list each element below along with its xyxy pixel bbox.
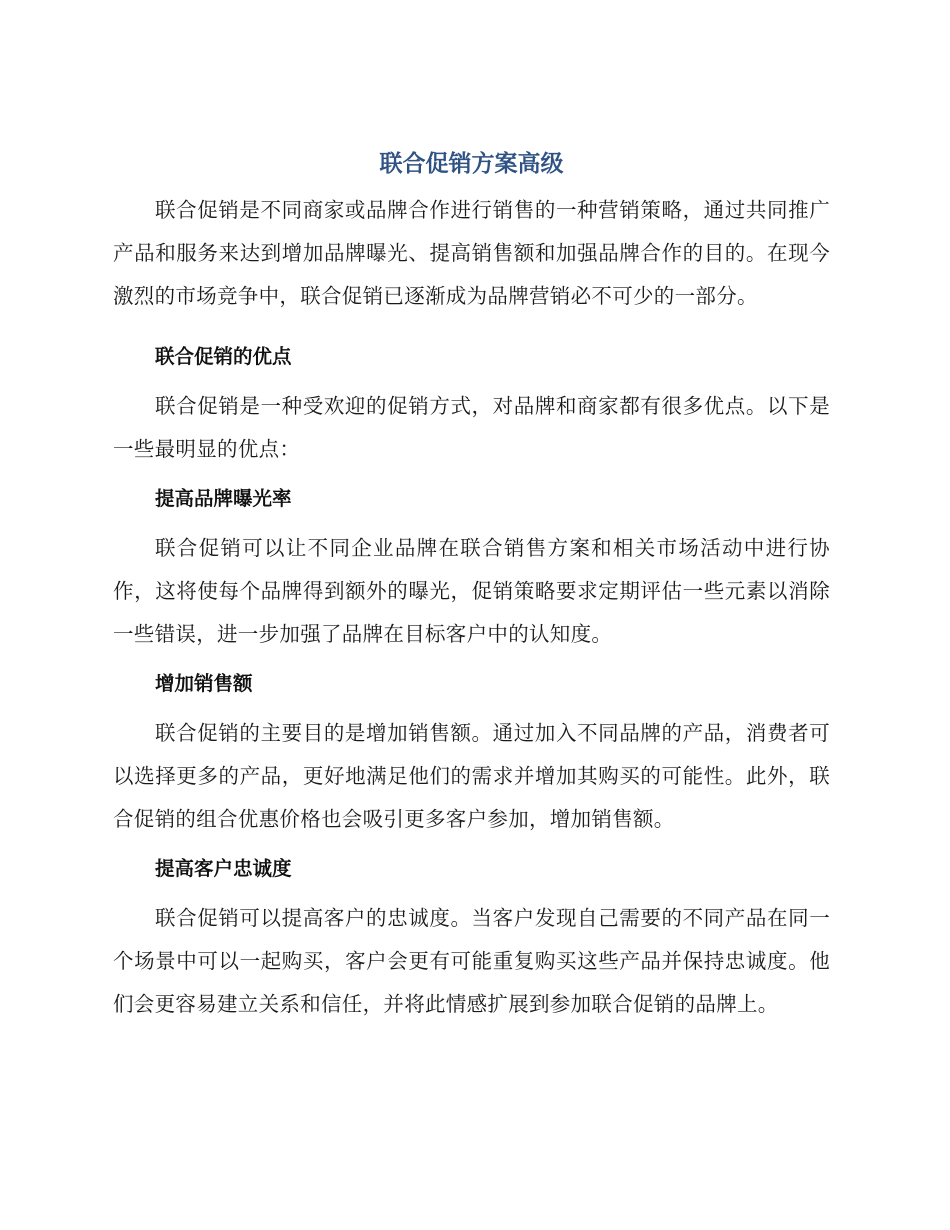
section-heading-sales: 增加销售额: [155, 672, 253, 695]
section-heading-advantages: 联合促销的优点: [155, 345, 292, 368]
section-body-brand-exposure: 联合促销可以让不同企业品牌在联合销售方案和相关市场活动中进行协作，这将使每个品牌得到额外的曝光，促销策略要求定期评估一些元素以消除一些错误，进一步加强了品牌在目标客户中的认知度。: [113, 536, 830, 646]
document-content: [113, 145, 830, 1026]
section-body-sales: 联合促销的主要目的是增加销售额。通过加入不同品牌的产品，消费者可以选择更多的产品，更好地满足他们的需求并增加其购买的可能性。此外，联合促销的组合优惠价格也会吸引更多客户参加，增加销售额。: [113, 721, 830, 831]
section-heading-loyalty: 提高客户忠诚度: [155, 857, 292, 880]
spacer: [113, 318, 830, 329]
document-title: 联合促销方案高级: [379, 151, 564, 177]
section-heading-brand-exposure: 提高品牌曝光率: [155, 487, 292, 510]
section-body-loyalty: 联合促销可以提高客户的忠诚度。当客户发现自己需要的不同产品在同一个场景中可以一起购买，客户会更有可能重复购买这些产品并保持忠诚度。他们会更容易建立关系和信任，并将此情感扩展到参加联合促销的品牌上。: [113, 906, 830, 1016]
section-body-advantages: 联合促销是一种受欢迎的促销方式，对品牌和商家都有很多优点。以下是一些最明显的优点：: [113, 394, 830, 461]
intro-paragraph: 联合促销是不同商家或品牌合作进行销售的一种营销策略，通过共同推广产品和服务来达到增加品牌曝光、提高销售额和加强品牌合作的目的。在现今激烈的市场竞争中，联合促销已逐渐成为品牌营销必不可少的一部分。: [113, 198, 830, 308]
